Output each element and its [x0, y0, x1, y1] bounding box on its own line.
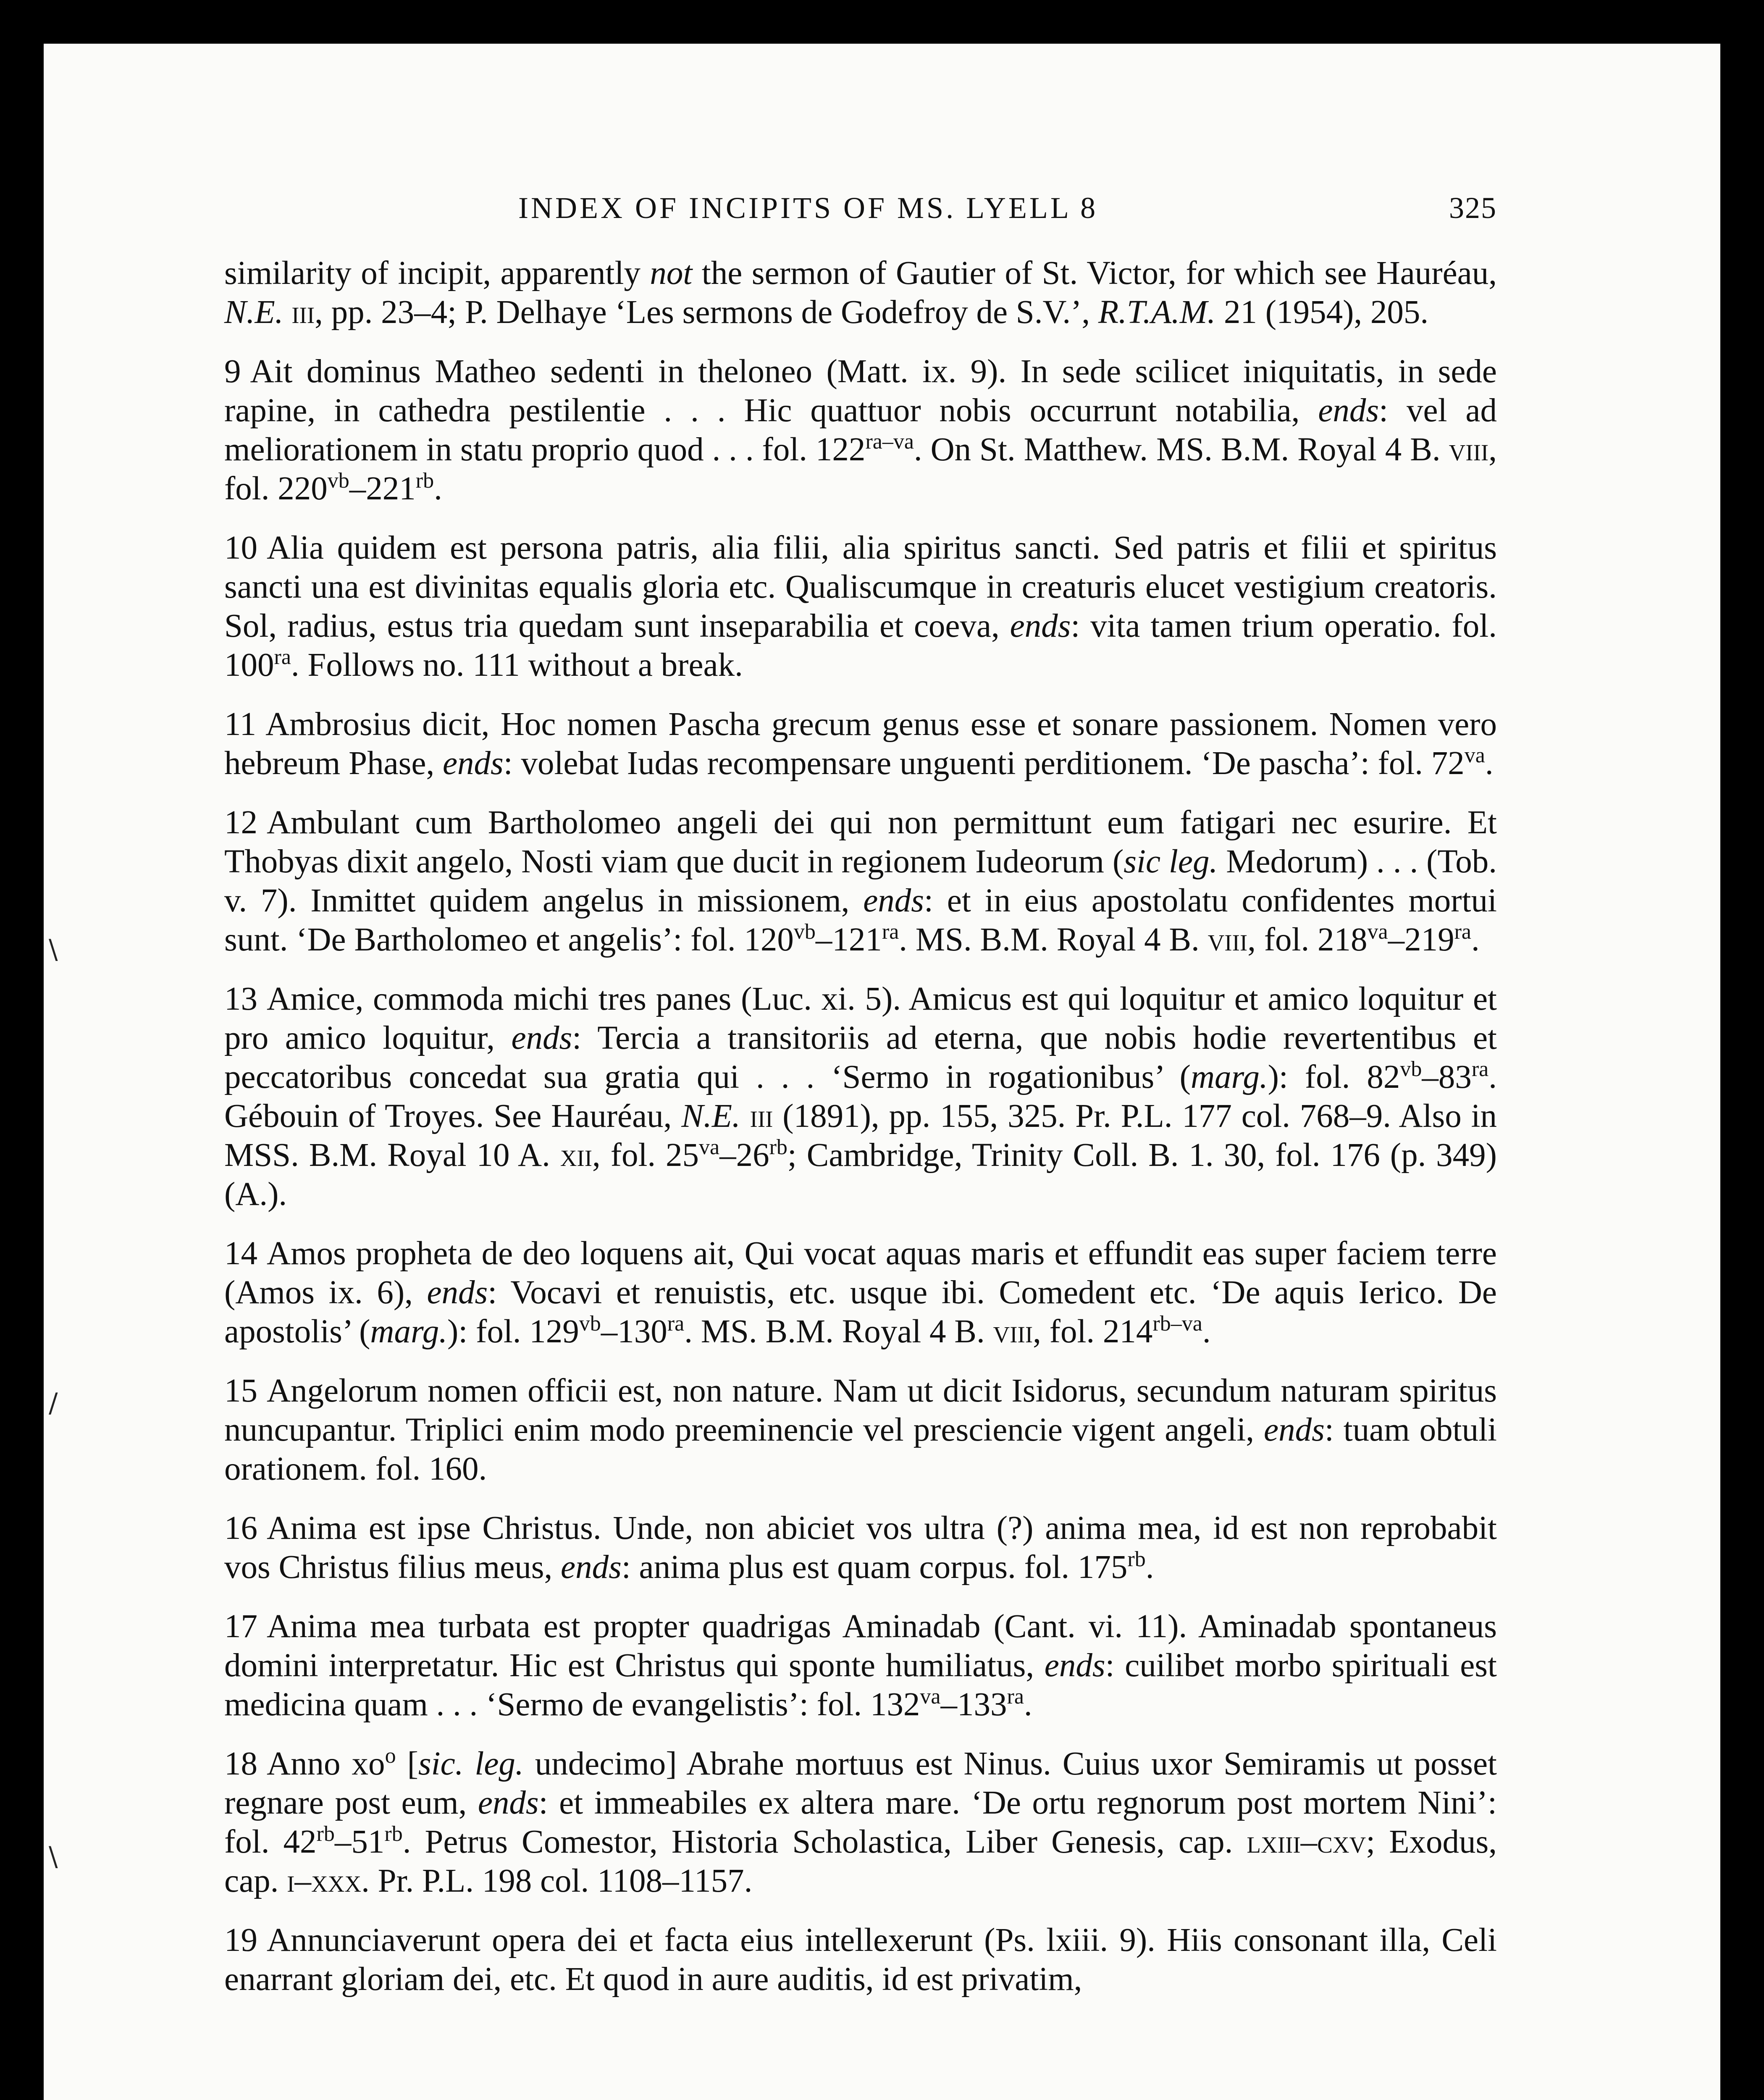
text: sic. leg.	[418, 1746, 524, 1782]
index-entry-19	[224, 1921, 1497, 1999]
superscript: ra	[1454, 920, 1471, 944]
text: N.E.	[224, 294, 284, 331]
text: 21 (1954), 205.	[1215, 294, 1429, 331]
text: [	[396, 1746, 418, 1782]
continued-entry	[224, 254, 1497, 332]
superscript: va	[920, 1685, 941, 1709]
superscript: ra	[882, 920, 899, 944]
running-title: INDEX OF INCIPITS OF MS. LYELL 8	[518, 191, 1098, 225]
superscript: vb	[579, 1312, 601, 1336]
text: . On St. Matthew. MS. B.M. Royal 4 B.	[914, 431, 1449, 468]
text: –133	[940, 1686, 1007, 1723]
entry-number: 15	[224, 1373, 257, 1409]
superscript: rb	[1127, 1547, 1146, 1571]
text: . Pr. P.L. 198 col. 1108–1157.	[361, 1863, 753, 1899]
text: , fol. 25	[592, 1137, 699, 1173]
text: . Gébouin of Troyes. See Hauréau,	[224, 1059, 1497, 1134]
text: (1891), pp. 155, 325. Pr. P.L. 177 col. 768–9. Also in MSS. B.M. Royal 10 A.	[224, 1098, 1497, 1173]
text: ends	[427, 1274, 488, 1311]
text: the sermon of Gautier of St. Victor, for which see Hauréau,	[692, 255, 1497, 291]
text: .	[1024, 1686, 1032, 1723]
superscript: rb	[769, 1135, 788, 1159]
superscript: vb	[793, 920, 816, 944]
text: –83	[1422, 1059, 1472, 1095]
text: , fol. 218	[1247, 921, 1368, 958]
text: ends	[863, 882, 924, 919]
superscript: vb	[327, 469, 349, 493]
text: marg.	[370, 1313, 448, 1350]
index-entry-14	[224, 1234, 1497, 1351]
text: : vel ad meliorationem in statu proprio quod . . . fol. 122	[224, 392, 1497, 468]
text: , fol. 220	[224, 431, 1497, 507]
index-entry-16	[224, 1509, 1497, 1587]
text: ): fol. 82	[1268, 1059, 1400, 1095]
superscript: ra–va	[865, 430, 914, 454]
index-entry-17	[224, 1607, 1497, 1724]
margin-mark: /	[49, 1388, 58, 1419]
entry-number: 12	[224, 804, 257, 841]
superscript: rb	[415, 469, 434, 493]
text: Amice, commoda michi tres panes (Luc. xi. 5). Amicus est qui loquitur et amico loquitur et pro amico loquitur,	[224, 981, 1497, 1056]
index-entry-12	[224, 803, 1497, 959]
text: undecimo] Abrahe mortuus est Ninus. Cuius uxor Semiramis ut posset regnare post eum,	[224, 1746, 1497, 1821]
text: Ambrosius dicit, Hoc nomen Pascha grecum genus esse et sonare passionem. Nomen vero hebreum Phase,	[224, 706, 1497, 782]
text: R.T.A.M.	[1098, 294, 1216, 331]
text: . MS. B.M. Royal 4 B.	[684, 1313, 993, 1350]
text: ; Cambridge, Trinity Coll. B. 1. 30, fol. 176 (p. 349) (A.).	[224, 1137, 1497, 1213]
entry-number: 14	[224, 1235, 257, 1272]
superscript: vb	[1400, 1057, 1422, 1081]
superscript: o	[385, 1744, 396, 1768]
superscript: va	[1464, 743, 1485, 767]
text: marg.	[1190, 1059, 1268, 1095]
superscript: rb	[384, 1822, 403, 1846]
text: i–xxx	[287, 1863, 362, 1899]
text: ends	[442, 745, 504, 782]
margin-mark: \	[49, 934, 58, 965]
text: Anno xo	[267, 1746, 385, 1782]
text: ends	[1264, 1412, 1325, 1448]
text: .	[434, 470, 442, 507]
text: ): fol. 129	[447, 1313, 579, 1350]
text: –121	[815, 921, 882, 958]
text: Ait dominus Matheo sedenti in theloneo (Matt. ix. 9). In sede scilicet iniquitatis, in sede rapine, in cathedra pestilentie . . . Hic quattuor nobis occurrunt notabilia,	[224, 353, 1497, 429]
superscript: ra	[1007, 1685, 1024, 1709]
text: : volebat Iudas recompensare unguenti perditionem. ‘De pascha’: fol. 72	[503, 745, 1465, 782]
index-entry-15	[224, 1371, 1497, 1488]
superscript: ra	[1471, 1057, 1489, 1081]
entry-number: 9	[224, 353, 241, 390]
entry-number: 10	[224, 530, 257, 566]
text: : et immeabiles ex altera mare. ‘De ortu regnorum post mortem Nini’: fol. 42	[224, 1785, 1497, 1860]
text: .	[1202, 1313, 1211, 1350]
text: similarity of incipit, apparently	[224, 255, 650, 291]
text: –221	[349, 470, 416, 507]
text: N.E.	[681, 1098, 740, 1134]
text: .	[1485, 745, 1494, 782]
superscript: va	[699, 1135, 720, 1159]
text: ends	[1318, 392, 1379, 429]
index-entry-10	[224, 528, 1497, 685]
text: not	[650, 255, 693, 291]
entry-number: 19	[224, 1922, 257, 1958]
text: Amos propheta de deo loquens ait, Qui vocat aquas maris et effundit eas super faciem terre (Amos ix. 6),	[224, 1235, 1497, 1311]
text: Alia quidem est persona patris, alia filii, alia spiritus sancti. Sed patris et filii et spiritus sancti una est divinitas equalis gloria etc. Qualiscumque in creaturis elucet vestigium creatoris. Sol, radius, estus tria quedam sunt inseparabilia et coeva,	[224, 530, 1497, 644]
text: ends	[511, 1020, 572, 1056]
text: Ambulant cum Bartholomeo angeli dei qui non permittunt eum fatigari nec esurire. Et Thobyas dixit angelo, Nosti viam que ducit in regionem Iudeorum (	[224, 804, 1497, 880]
text: . MS. B.M. Royal 4 B.	[899, 921, 1208, 958]
text: : et in eius apostolatu confidentes mortui sunt. ‘De Bartholomeo et angelis’: fol. 120	[224, 882, 1497, 958]
index-text	[224, 254, 1497, 2019]
superscript: rb	[316, 1822, 335, 1846]
text: ends	[1010, 608, 1071, 644]
text: –130	[601, 1313, 667, 1350]
text: : anima plus est quam corpus. fol. 175	[621, 1549, 1128, 1586]
text: ends	[561, 1549, 622, 1586]
entry-number: 13	[224, 981, 257, 1017]
superscript: ra	[667, 1312, 685, 1336]
text: , fol. 214	[1033, 1313, 1153, 1350]
text: –51	[334, 1824, 385, 1860]
text: Medorum) . . . (Tob. v. 7). Inmittet quidem angelus in missionem,	[224, 843, 1497, 919]
text: : vita tamen trium operatio. fol. 100	[224, 608, 1497, 683]
text: Anima est ipse Christus. Unde, non abiciet vos ultra (?) anima mea, id est non reprobabit vos Christus filius meus,	[224, 1510, 1497, 1586]
text: .	[1145, 1549, 1154, 1586]
text: Anima mea turbata est propter quadrigas Aminadab (Cant. vi. 11). Aminadab spontaneus domini interpretatur. Hic est Christus qui sponte humiliatus,	[224, 1608, 1497, 1684]
entry-number: 17	[224, 1608, 257, 1645]
text: sic leg.	[1124, 843, 1218, 880]
text: viii	[993, 1313, 1033, 1350]
text: –26	[719, 1137, 769, 1173]
text: Angelorum nomen officii est, non nature. Nam ut dicit Isidorus, secundum naturam spiritus nuncupantur. Triplici enim modo preeminencie vel presciencie vigent angeli,	[224, 1373, 1497, 1448]
text: xii	[560, 1137, 593, 1173]
entry-number: 11	[224, 706, 257, 743]
text: : Vocavi et renuistis, etc. usque ibi. Comedent etc. ‘De aquis Ierico. De apostolis’ (	[224, 1274, 1497, 1350]
index-entry-13	[224, 979, 1497, 1214]
text: viii	[1449, 431, 1489, 468]
entry-number: 18	[224, 1746, 257, 1782]
text: ; Exodus, cap.	[224, 1824, 1497, 1899]
index-entry-18	[224, 1744, 1497, 1900]
text: .	[1471, 921, 1480, 958]
text: iii	[283, 294, 315, 331]
text: iii	[740, 1098, 773, 1134]
text: : cuilibet morbo spirituali est medicina quam . . . ‘Sermo de evangelistis’: fol. 132	[224, 1647, 1497, 1723]
text: viii	[1208, 921, 1248, 958]
page-number: 325	[1449, 191, 1497, 225]
text: –219	[1388, 921, 1454, 958]
text: : tuam obtuli orationem. fol. 160.	[224, 1412, 1497, 1487]
entry-number: 16	[224, 1510, 257, 1546]
index-entry-11	[224, 705, 1497, 783]
margin-mark: \	[49, 1841, 58, 1872]
superscript: va	[1367, 920, 1388, 944]
text: ends	[478, 1785, 539, 1821]
text: . Petrus Comestor, Historia Scholastica, Liber Genesis, cap.	[402, 1824, 1247, 1860]
superscript: rb–va	[1152, 1312, 1202, 1336]
text: ends	[1044, 1647, 1105, 1684]
text: Annunciaverunt opera dei et facta eius intellexerunt (Ps. lxiii. 9). Hiis consonant illa, Celi enarrant gloriam dei, etc. Et quod in aure auditis, id est privatim,	[224, 1922, 1497, 1998]
text: . Follows no. 111 without a break.	[291, 647, 743, 683]
superscript: ra	[274, 645, 291, 669]
index-entry-9	[224, 352, 1497, 508]
text: , pp. 23–4; P. Delhaye ‘Les sermons de Godefroy de S.V.’,	[315, 294, 1098, 331]
text: lxiii–cxv	[1247, 1824, 1366, 1860]
document-page	[44, 44, 1720, 2100]
text: : Tercia a transitoriis ad eterna, que nobis hodie revertentibus et peccatoribus concedat sua gratia qui . . . ‘Sermo in rogationibus’ (	[224, 1020, 1497, 1095]
